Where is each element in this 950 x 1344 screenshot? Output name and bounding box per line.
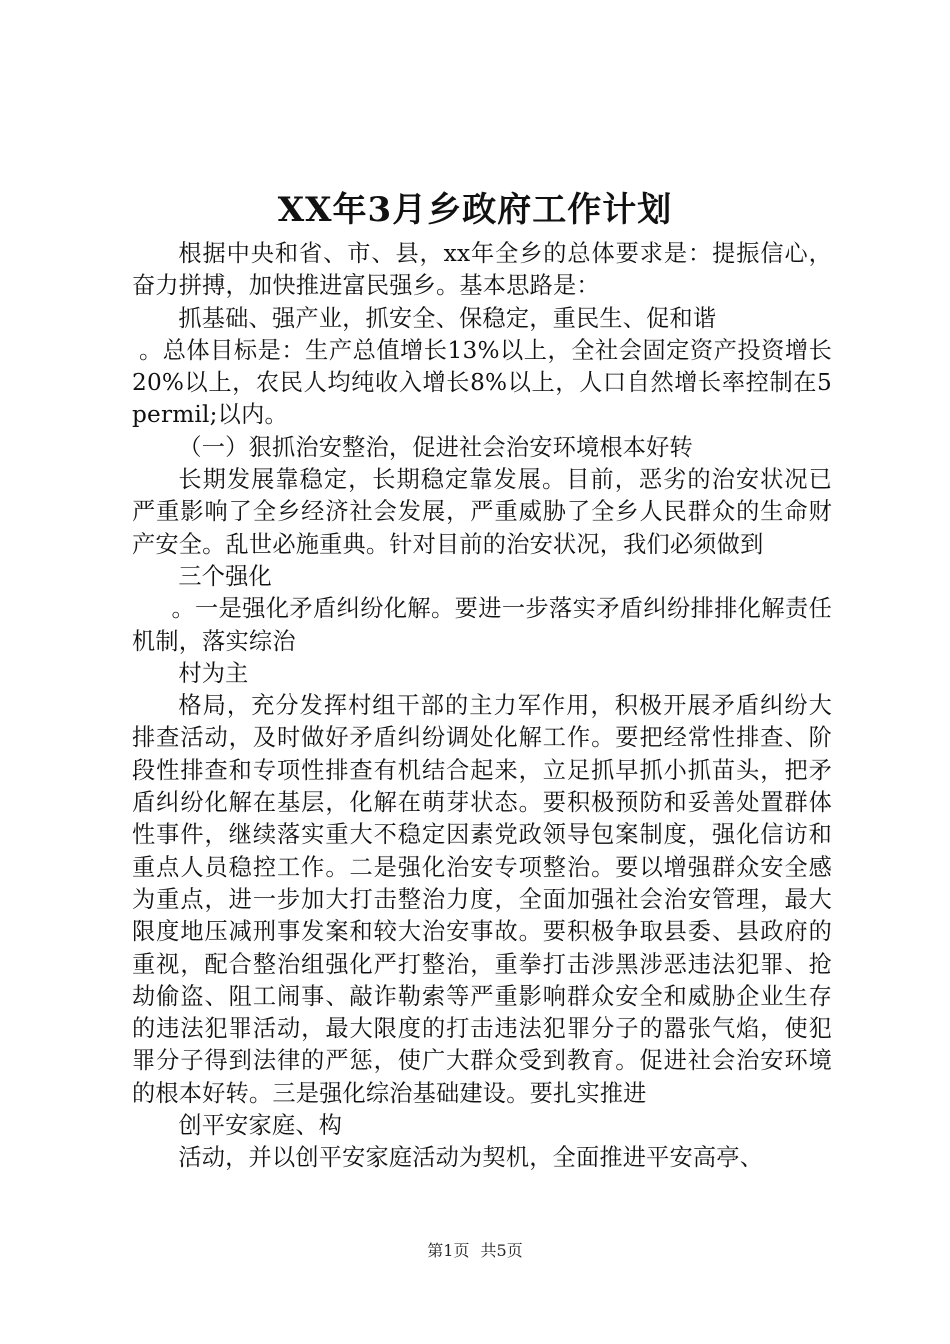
paragraph-pattern: 格局，充分发挥村组干部的主力军作用，积极开展矛盾纠纷大排查活动，及时做好矛盾纠纷调处化解工作。要把经常性排查、阶段性排查和专项性排查有机结合起来，立足抓早抓小抓苗头，把矛盾纠纷化解在基层，化解在萌芽状态。要积极预防和妥善处置群体性事件，继续落实重大不稳定因素党政领导包案制度，强化信访和重点人员稳控工作。二是强化治安专项整治。要以增强群众安全感为重点，进一步加大打击整治力度，全面加强社会治安管理，最大限度地压减刑事发案和较大治安事故。要积极争取县委、县政府的重视，配合整治组强化严打整治，重拳打击涉黑涉恶违法犯罪、抢劫偷盗、阻工闹事、敲诈勒索等严重影响群众安全和威胁企业生存的违法犯罪活动，最大限度的打击违法犯罪分子的嚣张气焰，使犯罪分子得到法律的严惩，使广大群众受到教育。促进社会治安环境的根本好转。三是强化综治基础建设。要扎实推进 (132, 692, 832, 1107)
paragraph-stability: 长期发展靠稳定，长期稳定靠发展。目前，恶劣的治安状况已严重影响了全乡经济社会发展，严重威胁了全乡人民群众的生命财产安全。乱世必施重典。针对目前的治安状况，我们必须做到 (132, 466, 832, 558)
paragraph-basic-ideas: 抓基础、强产业，抓安全、保稳定，重民生、促和谐 (178, 304, 717, 332)
paragraph-three-strengthen: 三个强化 (178, 562, 272, 590)
page-total: 共5页 (480, 1241, 523, 1260)
paragraph-intro: 根据中央和省、市、县，xx年全乡的总体要求是：提振信心，奋力拼搏，加快推进富民强乡。基本思路是： (132, 240, 832, 300)
page-footer (0, 1240, 950, 1262)
document-title: XX年3月乡政府工作计划 (277, 190, 673, 230)
page-number: 第1页 (427, 1241, 470, 1260)
paragraph-first-strengthen: 。一是强化矛盾纠纷化解。要进一步落实矛盾纠纷排排化解责任机制，落实综治 (132, 595, 832, 655)
paragraph-activity: 活动，并以创平安家庭活动为契机，全面推进平安高亭、 (178, 1144, 764, 1172)
paragraph-overall-goals: 。总体目标是：生产总值增长13%以上，全社会固定资产投资增长20%以上，农民人均纯收入增长8%以上，人口自然增长率控制在5permil;以内。 (132, 336, 832, 429)
paragraph-village-main: 村为主 (178, 659, 249, 687)
document-body (132, 238, 832, 1175)
section-heading-1: （一）狠抓治安整治，促进社会治安环境根本好转 (178, 433, 693, 461)
paragraph-safe-family: 创平安家庭、构 (178, 1112, 343, 1140)
